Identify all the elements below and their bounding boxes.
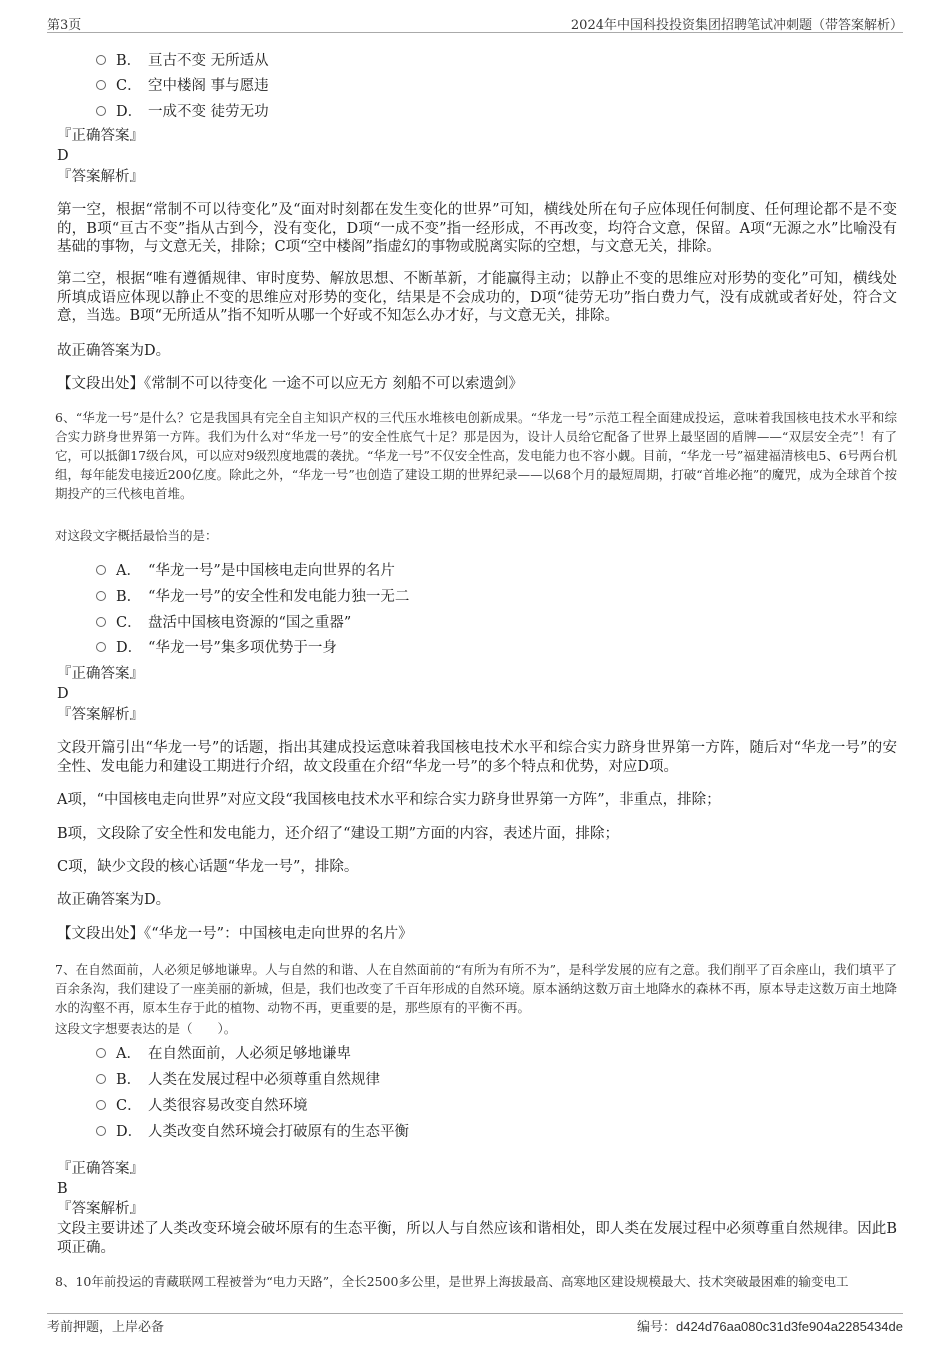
radio-icon[interactable]	[96, 617, 106, 627]
analysis-paragraph: 第二空，根据“唯有遵循规律、审时度势、解放思想、不断革新，才能赢得主动；以静止不变的思维应对形势的变化”可知，横线处所填成语应体现以静止不变的思维应对形势的变化，结果是不会成功的，D项“徒劳无功”指白费力气，没有成就或者好处，符合文意，当选。B项“无所适从”指不知听从哪一个好或不知怎么办才好，与文意无关，排除。	[57, 271, 897, 324]
answer-value: D	[57, 148, 69, 164]
question-stem: 8、10年前投运的青藏联网工程被誉为“电力天路”，全长2500多公里，是世界上海拔最高、高寒地区建设规模最大、技术突破最困难的输变电工	[55, 1274, 849, 1289]
radio-icon[interactable]	[96, 1048, 106, 1058]
option-c[interactable]: C． 人类很容易改变自然环境	[96, 1094, 308, 1115]
radio-icon[interactable]	[96, 591, 106, 601]
option-d[interactable]: D． 人类改变自然环境会打破原有的生态平衡	[96, 1120, 409, 1141]
option-d[interactable]: D． “华龙一号”集多项优势于一身	[96, 636, 337, 657]
option-c[interactable]: C． 空中楼阁 事与愿违	[96, 74, 269, 95]
question-stem: 7、在自然面前，人必须足够地谦卑。人与自然的和谐、人在自然面前的“有所为有所不为”，是科学发展的应有之意。我们削平了百余座山，我们填平了百余条沟，我们建设了一座美丽的新城，但是，我们也改变了千百年形成的自然环境。原本涵纳这数万亩土地降水的森林不再，原本导走这数万亩土地降水的沟壑不再，原本生存于此的植物、动物不再，更重要的是，那些原有的平衡不再。	[55, 962, 897, 1015]
analysis-paragraph: B项，文段除了安全性和发电能力，还介绍了“建设工期”方面的内容，表述片面，排除；	[57, 826, 619, 842]
analysis-conclusion: 故正确答案为D。	[57, 892, 171, 908]
option-d[interactable]: D． 一成不变 徒劳无功	[96, 100, 269, 121]
page-number: 第3页	[47, 18, 82, 33]
analysis-paragraph: 文段主要讲述了人类改变环境会破坏原有的生态平衡，所以人与自然应该和谐相处，即人类在发展过程中必须尊重自然规律。因此B项正确。	[57, 1221, 897, 1256]
analysis-paragraph: 文段开篇引出“华龙一号”的话题，指出其建成投运意味着我国核电技术水平和综合实力跻身世界第一方阵，随后对“华龙一号”的安全性、发电能力和建设工期进行介绍，故文段重在介绍“华龙一号”的多个特点和优势，对应D项。	[57, 740, 897, 775]
question-prompt: 这段文字想要表达的是（ ）。	[55, 1021, 237, 1036]
option-b[interactable]: B． 人类在发展过程中必须尊重自然规律	[96, 1068, 380, 1089]
option-c[interactable]: C． 盘活中国核电资源的“国之重器”	[96, 611, 351, 632]
option-b[interactable]: B． 亘古不变 无所适从	[96, 49, 269, 70]
analysis-paragraph: C项，缺少文段的核心话题“华龙一号”，排除。	[57, 859, 359, 875]
radio-icon[interactable]	[96, 642, 106, 652]
analysis-paragraph: 第一空，根据“常制不可以待变化”及“面对时刻都在发生变化的世界”可知，横线处所在句子应体现任何制度、任何理论都不是不变的，B项“亘古不变”指从古到今，没有变化，D项“一成不变”指一经形成，不再改变，均符合文意，保留。A项“无源之水”比喻没有基础的事物，与文意无关，排除；C项“空中楼阁”指虚幻的事物或脱离实际的空想，与文意无关，排除。	[57, 202, 897, 255]
analysis-paragraph: A项，“中国核电走向世界”对应文段“我国核电技术水平和综合实力跻身世界第一方阵”，非重点，排除；	[57, 792, 721, 808]
question-prompt: 对这段文字概括最恰当的是：	[55, 528, 218, 543]
answer-label: 『正确答案』	[57, 1161, 144, 1177]
radio-icon[interactable]	[96, 106, 106, 116]
answer-value: B	[57, 1181, 68, 1197]
document-code: 编号：d424d76aa080c31d3fe904a2285434de	[636, 1319, 903, 1335]
analysis-label: 『答案解析』	[57, 169, 144, 185]
source-note: 【文段出处】《“华龙一号”：中国核电走向世界的名片》	[57, 926, 413, 942]
option-a[interactable]: A． “华龙一号”是中国核电走向世界的名片	[96, 559, 395, 580]
radio-icon[interactable]	[96, 1100, 106, 1110]
option-a[interactable]: A． 在自然面前，人必须足够地谦卑	[96, 1042, 351, 1063]
radio-icon[interactable]	[96, 55, 106, 65]
analysis-label: 『答案解析』	[57, 1201, 144, 1217]
answer-label: 『正确答案』	[57, 666, 144, 682]
analysis-conclusion: 故正确答案为D。	[57, 343, 171, 359]
radio-icon[interactable]	[96, 1074, 106, 1084]
footer-slogan: 考前押题，上岸必备	[47, 1320, 165, 1335]
question-stem: 6、“华龙一号”是什么？它是我国具有完全自主知识产权的三代压水堆核电创新成果。“华龙一号”示范工程全面建成投运，意味着我国核电技术水平和综合实力跻身世界第一方阵。我们为什么对“华龙一号”的安全性底气十足？那是因为，设计人员给它配备了世界上最坚固的盾牌——“双层安全壳”！有了它，可以抵御17级台风，可以应对9级烈度地震的袭扰。“华龙一号”不仅安全性高，发电能力也不容小觑。目前，“华龙一号”福建福清核电5、6号两台机组，每年能发电接近200亿度。除此之外，“华龙一号”也创造了建设工期的世界纪录——以68个月的最短周期，打破“首堆必拖”的魔咒，成为全球首个按期投产的三代核电首堆。	[55, 410, 897, 501]
radio-icon[interactable]	[96, 80, 106, 90]
answer-value: D	[57, 686, 69, 702]
page-header	[47, 12, 903, 33]
page-footer	[47, 1313, 903, 1334]
document-title: 2024年中国科投投资集团招聘笔试冲刺题（带答案解析）	[570, 18, 903, 33]
option-b[interactable]: B． “华龙一号”的安全性和发电能力独一无二	[96, 585, 409, 606]
answer-label: 『正确答案』	[57, 128, 144, 144]
source-note: 【文段出处】《常制不可以待变化 一途不可以应无方 刻船不可以索遗剑》	[57, 376, 523, 392]
analysis-label: 『答案解析』	[57, 707, 144, 723]
radio-icon[interactable]	[96, 565, 106, 575]
radio-icon[interactable]	[96, 1126, 106, 1136]
